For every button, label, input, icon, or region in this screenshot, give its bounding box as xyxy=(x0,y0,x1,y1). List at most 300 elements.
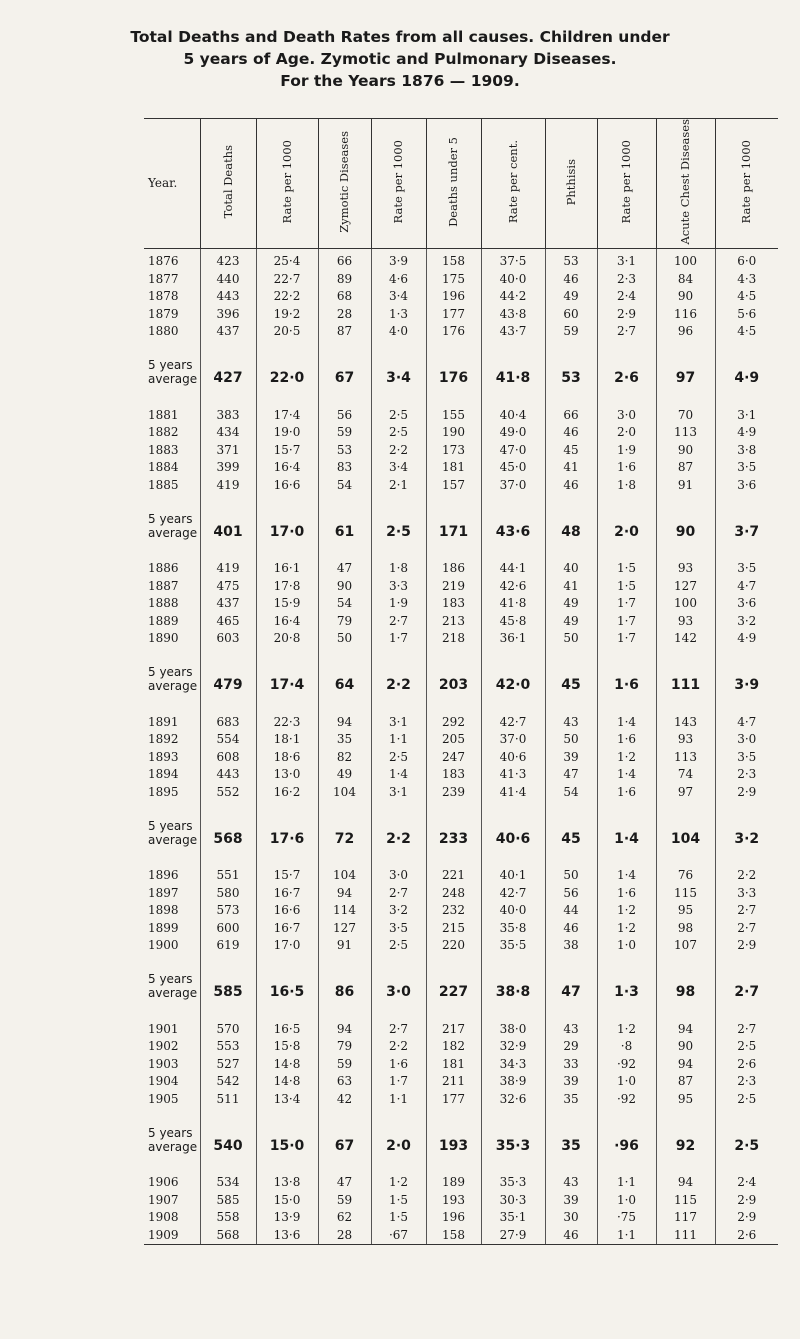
column-header-label: Total Deaths xyxy=(220,145,235,219)
average-value: 1·6 xyxy=(597,647,656,699)
value-cell: 22·7 xyxy=(256,270,318,288)
column-header-label: Rate per 1000 xyxy=(391,140,405,224)
value-cell: 3·0 xyxy=(371,863,426,885)
value-cell: 100 xyxy=(656,248,715,270)
average-value: 176 xyxy=(426,340,481,392)
value-cell: 2·4 xyxy=(737,1175,757,1190)
value-cell: 90 xyxy=(656,441,715,459)
average-value: 2·6 xyxy=(597,340,656,392)
value-cell: 46 xyxy=(545,424,597,442)
value-cell: 232 xyxy=(426,902,481,920)
spacer-cell xyxy=(318,699,371,709)
value-cell: 1·6 xyxy=(597,731,656,749)
average-label: 5 years average xyxy=(144,954,200,1006)
column-header-5 xyxy=(426,119,481,249)
spacer-cell xyxy=(426,546,481,556)
table-row xyxy=(144,630,778,648)
value-cell: 46 xyxy=(545,476,597,494)
value-cell: 177 xyxy=(426,1090,481,1108)
value-cell: 1·5 xyxy=(597,577,656,595)
value-cell: 56 xyxy=(318,402,371,424)
spacer-cell xyxy=(371,392,426,402)
spacer-cell xyxy=(318,546,371,556)
value-cell: 37·0 xyxy=(481,731,545,749)
value-cell: 89 xyxy=(318,270,371,288)
value-cell: 2·6 xyxy=(737,1056,757,1071)
spacer-cell xyxy=(256,546,318,556)
value-cell: 2·5 xyxy=(371,424,426,442)
value-cell: 396 xyxy=(200,305,256,323)
value-cell: 93 xyxy=(656,612,715,630)
column-header-10 xyxy=(715,119,778,249)
spacer-cell xyxy=(481,392,545,402)
table-row xyxy=(144,288,778,306)
value-cell: 219 xyxy=(426,577,481,595)
average-value: 401 xyxy=(200,494,256,546)
table-body xyxy=(144,248,778,1244)
value-cell: 98 xyxy=(656,919,715,937)
spacer-row xyxy=(144,546,778,556)
average-value: 4·9 xyxy=(734,370,760,386)
value-cell: 43 xyxy=(545,1016,597,1038)
value-cell: 183 xyxy=(426,595,481,613)
value-cell: 2·7 xyxy=(737,920,757,935)
year-cell: 1906 xyxy=(144,1170,200,1192)
value-cell: 551 xyxy=(200,863,256,885)
value-cell: 580 xyxy=(200,884,256,902)
value-cell: 2·2 xyxy=(371,441,426,459)
spacer-cell xyxy=(481,699,545,709)
spacer-cell xyxy=(715,546,778,556)
value-cell: 45·0 xyxy=(481,459,545,477)
value-cell: 1·2 xyxy=(597,919,656,937)
value-cell: 36·1 xyxy=(481,630,545,648)
value-cell: 44·2 xyxy=(481,288,545,306)
table-row xyxy=(144,577,778,595)
value-cell: 56 xyxy=(545,884,597,902)
column-header-6 xyxy=(481,119,545,249)
table-row xyxy=(144,441,778,459)
year-cell: 1903 xyxy=(144,1055,200,1073)
table-row xyxy=(144,595,778,613)
value-cell: 13·8 xyxy=(256,1170,318,1192)
value-cell: 218 xyxy=(426,630,481,648)
value-cell: 94 xyxy=(656,1055,715,1073)
average-value: 97 xyxy=(656,340,715,392)
average-value: 53 xyxy=(545,340,597,392)
table-row xyxy=(144,270,778,288)
value-cell: 43 xyxy=(545,709,597,731)
average-value: 193 xyxy=(426,1108,481,1160)
value-cell: 91 xyxy=(656,476,715,494)
average-value: 3·7 xyxy=(734,523,760,540)
value-cell: 94 xyxy=(318,709,371,731)
value-cell: 28 xyxy=(318,305,371,323)
spacer-cell xyxy=(200,392,256,402)
value-cell: 50 xyxy=(318,630,371,648)
year-cell: 1879 xyxy=(144,305,200,323)
spacer-cell xyxy=(656,853,715,863)
average-value: 171 xyxy=(426,494,481,546)
spacer-cell xyxy=(256,1006,318,1016)
spacer-cell xyxy=(545,546,597,556)
table-row xyxy=(144,863,778,885)
value-cell: 440 xyxy=(200,270,256,288)
value-cell: 1·2 xyxy=(597,1016,656,1038)
value-cell: 35·5 xyxy=(481,937,545,955)
spacer-cell xyxy=(426,1006,481,1016)
average-value: 15·0 xyxy=(256,1108,318,1160)
title-line-1: Total Deaths and Death Rates from all causes. Children under xyxy=(130,28,670,46)
value-cell: 213 xyxy=(426,612,481,630)
value-cell: 66 xyxy=(318,248,371,270)
value-cell: 2·0 xyxy=(597,424,656,442)
value-cell: 47·0 xyxy=(481,441,545,459)
value-cell: 534 xyxy=(200,1170,256,1192)
average-value: 2·5 xyxy=(371,494,426,546)
year-cell: 1896 xyxy=(144,863,200,885)
value-cell: 399 xyxy=(200,459,256,477)
value-cell: 1·4 xyxy=(597,863,656,885)
value-cell: 39 xyxy=(545,1191,597,1209)
average-value: 47 xyxy=(545,954,597,1006)
average-value: 67 xyxy=(318,340,371,392)
value-cell: 1·2 xyxy=(597,748,656,766)
value-cell: 59 xyxy=(545,323,597,341)
spacer-cell xyxy=(256,1160,318,1170)
table-row xyxy=(144,748,778,766)
value-cell: 59 xyxy=(318,1191,371,1209)
value-cell: 2·4 xyxy=(597,288,656,306)
value-cell: 54 xyxy=(318,476,371,494)
spacer-cell xyxy=(597,699,656,709)
table-row xyxy=(144,1170,778,1192)
value-cell: 18·6 xyxy=(256,748,318,766)
average-value: 3·9 xyxy=(734,677,760,693)
spacer-cell xyxy=(144,853,200,863)
spacer-cell xyxy=(371,853,426,863)
value-cell: 247 xyxy=(426,748,481,766)
value-cell: 220 xyxy=(426,937,481,955)
spacer-cell xyxy=(256,392,318,402)
value-cell: 16·2 xyxy=(256,783,318,801)
value-cell: 3·2 xyxy=(371,902,426,920)
value-cell: 40·0 xyxy=(481,270,545,288)
year-cell: 1901 xyxy=(144,1016,200,1038)
value-cell: 45·8 xyxy=(481,612,545,630)
value-cell: 1·9 xyxy=(597,441,656,459)
value-cell: 2·5 xyxy=(371,402,426,424)
value-cell: 568 xyxy=(200,1226,256,1244)
value-cell: 47 xyxy=(318,1170,371,1192)
table-row xyxy=(144,1191,778,1209)
year-cell: 1881 xyxy=(144,402,200,424)
table-row xyxy=(144,305,778,323)
table-row xyxy=(144,248,778,270)
average-row xyxy=(144,647,778,699)
average-value: 2·2 xyxy=(371,801,426,853)
average-value: ·96 xyxy=(597,1108,656,1160)
value-cell: 32·9 xyxy=(481,1038,545,1056)
spacer-cell xyxy=(715,699,778,709)
value-cell: 570 xyxy=(200,1016,256,1038)
value-cell: 107 xyxy=(656,937,715,955)
table-row xyxy=(144,1090,778,1108)
value-cell: 1·7 xyxy=(597,595,656,613)
average-value: 227 xyxy=(426,954,481,1006)
value-cell: 16·6 xyxy=(256,902,318,920)
year-cell: 1886 xyxy=(144,556,200,578)
spacer-cell xyxy=(597,853,656,863)
value-cell: 1·3 xyxy=(371,305,426,323)
average-value: 40·6 xyxy=(481,801,545,853)
value-cell: 1·6 xyxy=(597,884,656,902)
value-cell: 175 xyxy=(426,270,481,288)
value-cell: 176 xyxy=(426,323,481,341)
value-cell: 3·9 xyxy=(371,248,426,270)
value-cell: 443 xyxy=(200,766,256,784)
value-cell: 4·9 xyxy=(737,631,757,646)
column-header-label: Deaths under 5 xyxy=(446,136,460,227)
value-cell: 1·7 xyxy=(597,612,656,630)
value-cell: 43·8 xyxy=(481,305,545,323)
value-cell: 127 xyxy=(656,577,715,595)
value-cell: 1·5 xyxy=(371,1191,426,1209)
value-cell: 3·5 xyxy=(737,460,757,475)
value-cell: 419 xyxy=(200,476,256,494)
average-value: 233 xyxy=(426,801,481,853)
year-cell: 1895 xyxy=(144,783,200,801)
average-row xyxy=(144,494,778,546)
average-value: 479 xyxy=(200,647,256,699)
column-header-4 xyxy=(371,119,426,249)
table-row xyxy=(144,884,778,902)
value-cell: 1·0 xyxy=(597,1191,656,1209)
value-cell: 558 xyxy=(200,1209,256,1227)
value-cell: 553 xyxy=(200,1038,256,1056)
average-value: 3·0 xyxy=(371,954,426,1006)
value-cell: 186 xyxy=(426,556,481,578)
value-cell: 2·7 xyxy=(371,1016,426,1038)
spacer-cell xyxy=(545,1006,597,1016)
column-header-label: Rate per 1000 xyxy=(619,140,633,224)
value-cell: 30 xyxy=(545,1209,597,1227)
value-cell: 2·2 xyxy=(737,868,757,883)
value-cell: 16·4 xyxy=(256,612,318,630)
value-cell: 475 xyxy=(200,577,256,595)
table-row xyxy=(144,1073,778,1091)
average-value: 568 xyxy=(200,801,256,853)
average-value: 67 xyxy=(318,1108,371,1160)
value-cell: 40·0 xyxy=(481,902,545,920)
value-cell: 50 xyxy=(545,630,597,648)
average-value: 72 xyxy=(318,801,371,853)
value-cell: 39 xyxy=(545,1073,597,1091)
average-value: 35 xyxy=(545,1108,597,1160)
value-cell: 40·4 xyxy=(481,402,545,424)
value-cell: 17·4 xyxy=(256,402,318,424)
average-value: 104 xyxy=(656,801,715,853)
value-cell: 104 xyxy=(318,783,371,801)
value-cell: 2·9 xyxy=(597,305,656,323)
value-cell: 13·9 xyxy=(256,1209,318,1227)
table-row xyxy=(144,783,778,801)
spacer-cell xyxy=(144,1160,200,1170)
value-cell: 46 xyxy=(545,919,597,937)
value-cell: 49 xyxy=(545,288,597,306)
average-row xyxy=(144,1108,778,1160)
average-value: 2·2 xyxy=(371,647,426,699)
value-cell: 2·5 xyxy=(371,748,426,766)
value-cell: 3·0 xyxy=(597,402,656,424)
value-cell: 2·7 xyxy=(371,884,426,902)
value-cell: 4·9 xyxy=(737,425,757,440)
mortality-table-wrap xyxy=(144,118,778,1245)
table-row xyxy=(144,459,778,477)
table-row xyxy=(144,476,778,494)
value-cell: 30·3 xyxy=(481,1191,545,1209)
average-value: 45 xyxy=(545,647,597,699)
value-cell: 17·0 xyxy=(256,937,318,955)
value-cell: 4·0 xyxy=(371,323,426,341)
value-cell: 1·7 xyxy=(371,1073,426,1091)
value-cell: 100 xyxy=(656,595,715,613)
mortality-table xyxy=(144,118,778,1245)
header-row xyxy=(144,119,778,249)
average-value: 48 xyxy=(545,494,597,546)
spacer-cell xyxy=(200,699,256,709)
value-cell: 54 xyxy=(318,595,371,613)
value-cell: 41·4 xyxy=(481,783,545,801)
value-cell: 2·7 xyxy=(371,612,426,630)
value-cell: 15·0 xyxy=(256,1191,318,1209)
value-cell: 39 xyxy=(545,748,597,766)
value-cell: 2·1 xyxy=(371,476,426,494)
value-cell: 196 xyxy=(426,288,481,306)
value-cell: 142 xyxy=(656,630,715,648)
value-cell: 82 xyxy=(318,748,371,766)
value-cell: 79 xyxy=(318,1038,371,1056)
value-cell: ·8 xyxy=(597,1038,656,1056)
average-label: 5 years average xyxy=(144,1108,200,1160)
value-cell: 193 xyxy=(426,1191,481,1209)
average-value: 38·8 xyxy=(481,954,545,1006)
spacer-cell xyxy=(200,1006,256,1016)
value-cell: 4·7 xyxy=(737,578,757,593)
spacer-row xyxy=(144,392,778,402)
average-value: 22·0 xyxy=(256,340,318,392)
value-cell: 38·0 xyxy=(481,1016,545,1038)
value-cell: 1·4 xyxy=(597,766,656,784)
spacer-cell xyxy=(656,1006,715,1016)
value-cell: 115 xyxy=(656,884,715,902)
spacer-cell xyxy=(481,1006,545,1016)
value-cell: 47 xyxy=(545,766,597,784)
value-cell: 215 xyxy=(426,919,481,937)
value-cell: 2·5 xyxy=(737,1039,757,1054)
value-cell: 15·7 xyxy=(256,863,318,885)
value-cell: 127 xyxy=(318,919,371,937)
value-cell: 3·5 xyxy=(371,919,426,937)
spacer-cell xyxy=(256,699,318,709)
value-cell: ·92 xyxy=(597,1090,656,1108)
year-cell: 1897 xyxy=(144,884,200,902)
value-cell: 2·5 xyxy=(371,937,426,955)
value-cell: 91 xyxy=(318,937,371,955)
value-cell: 211 xyxy=(426,1073,481,1091)
value-cell: 2·7 xyxy=(737,903,757,918)
value-cell: 3·6 xyxy=(737,596,757,611)
value-cell: 1·7 xyxy=(597,630,656,648)
value-cell: 19·2 xyxy=(256,305,318,323)
year-cell: 1880 xyxy=(144,323,200,341)
value-cell: 49 xyxy=(545,595,597,613)
spacer-cell xyxy=(144,1006,200,1016)
value-cell: 1·1 xyxy=(597,1226,656,1244)
value-cell: 1·7 xyxy=(371,630,426,648)
value-cell: 68 xyxy=(318,288,371,306)
value-cell: 54 xyxy=(545,783,597,801)
year-cell: 1891 xyxy=(144,709,200,731)
value-cell: 13·0 xyxy=(256,766,318,784)
value-cell: 34·3 xyxy=(481,1055,545,1073)
value-cell: 1·1 xyxy=(371,1090,426,1108)
column-header-9 xyxy=(656,119,715,249)
average-label: 5 years average xyxy=(144,801,200,853)
value-cell: 46 xyxy=(545,1226,597,1244)
spacer-cell xyxy=(545,392,597,402)
value-cell: 1·4 xyxy=(371,766,426,784)
value-cell: 2·9 xyxy=(737,784,757,799)
average-value: 427 xyxy=(200,340,256,392)
value-cell: 35·8 xyxy=(481,919,545,937)
table-row xyxy=(144,1016,778,1038)
column-header-label: Phthisis xyxy=(563,158,578,205)
table-row xyxy=(144,1038,778,1056)
value-cell: 183 xyxy=(426,766,481,784)
average-value: 17·0 xyxy=(256,494,318,546)
value-cell: 683 xyxy=(200,709,256,731)
table-row xyxy=(144,731,778,749)
value-cell: 95 xyxy=(656,1090,715,1108)
value-cell: 1·8 xyxy=(597,476,656,494)
value-cell: 190 xyxy=(426,424,481,442)
year-cell: 1904 xyxy=(144,1073,200,1091)
value-cell: 43 xyxy=(545,1170,597,1192)
value-cell: 423 xyxy=(200,248,256,270)
value-cell: 1·6 xyxy=(371,1055,426,1073)
value-cell: 603 xyxy=(200,630,256,648)
value-cell: 419 xyxy=(200,556,256,578)
value-cell: 70 xyxy=(656,402,715,424)
value-cell: 94 xyxy=(318,884,371,902)
value-cell: 38 xyxy=(545,937,597,955)
spacer-cell xyxy=(200,853,256,863)
title-line-2: 5 years of Age. Zymotic and Pulmonary Diseases. xyxy=(183,50,617,68)
average-value: 17·4 xyxy=(256,647,318,699)
value-cell: 50 xyxy=(545,731,597,749)
value-cell: 173 xyxy=(426,441,481,459)
spacer-cell xyxy=(656,1160,715,1170)
value-cell: 90 xyxy=(318,577,371,595)
value-cell: 87 xyxy=(656,1073,715,1091)
value-cell: 53 xyxy=(318,441,371,459)
value-cell: 2·9 xyxy=(737,1210,757,1225)
year-cell: 1900 xyxy=(144,937,200,955)
value-cell: 2·2 xyxy=(371,1038,426,1056)
spacer-cell xyxy=(597,1160,656,1170)
spacer-cell xyxy=(597,1006,656,1016)
